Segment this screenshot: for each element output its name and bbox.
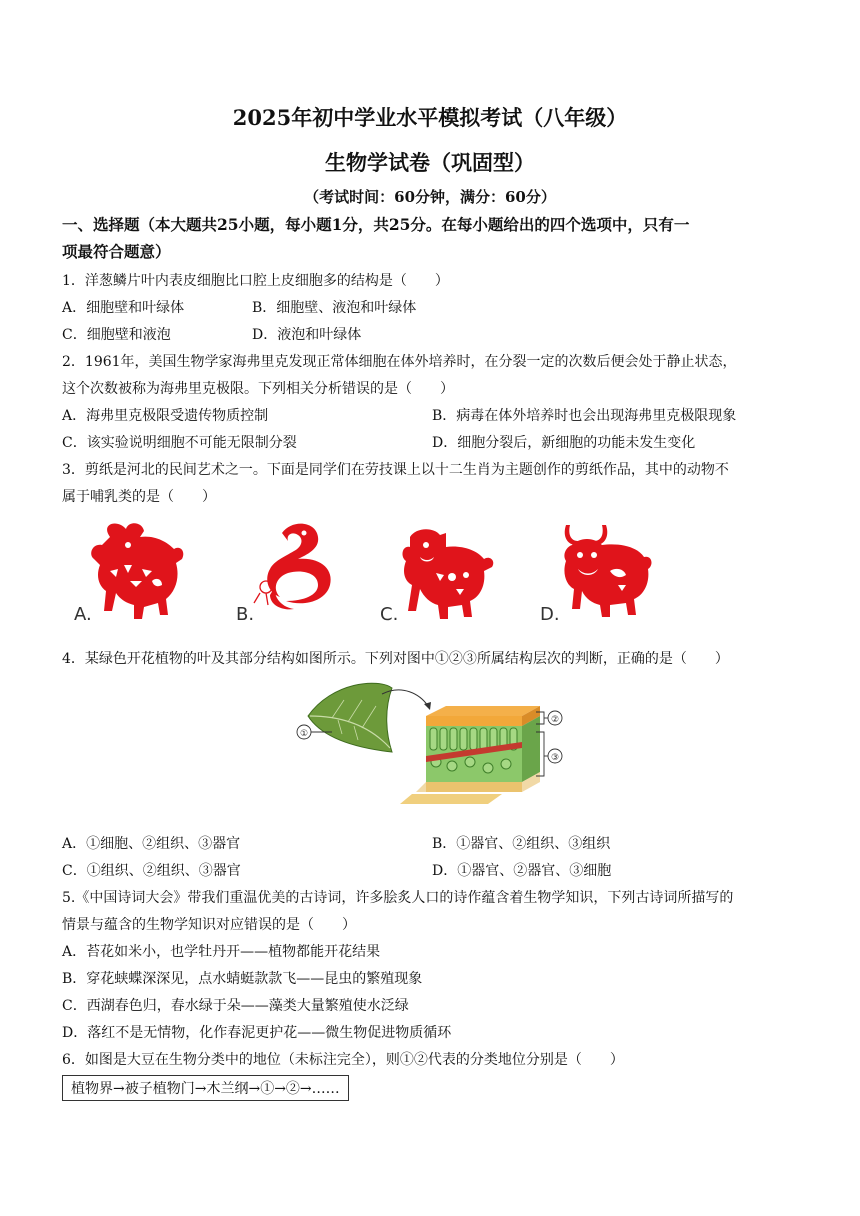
exam-subtitle: 生物学试卷（巩固型） <box>325 150 535 175</box>
q5-option-c: C．西湖春色归，春水绿于朵——藻类大量繁殖使水泛绿 <box>62 998 409 1014</box>
exam-title: 2025年初中学业水平模拟考试（八年级） <box>232 105 628 130</box>
q5-stem-line2: 情景与蕴含的生物学知识对应错误的是（ ） <box>62 917 356 933</box>
papercut-dog <box>376 515 506 627</box>
papercut-image-row <box>70 515 690 627</box>
section-heading-line1: 一、选择题（本大题共25小题，每小题1分，共25分。在每小题给出的四个选项中，只有一 <box>62 215 690 234</box>
q1-option-b: B．细胞壁、液泡和叶绿体 <box>252 300 417 316</box>
section-heading <box>62 211 800 265</box>
q2-option-d: D．细胞分裂后，新细胞的功能未发生变化 <box>432 435 696 451</box>
q4-option-c: C．①组织、②组织、③器官 <box>62 863 241 879</box>
fig-label-2: ② <box>550 715 560 725</box>
q2-stem-line1: 2．1961年，美国生物学家海弗里克发现正常体细胞在体外培养时，在分裂一定的次数后便会处于静止状态， <box>62 354 737 370</box>
q1-option-c: C．细胞壁和液泡 <box>62 327 171 343</box>
leaf-diagram <box>292 676 572 824</box>
leaf-structure-figure <box>292 676 572 824</box>
q5-option-b: B．穿花蛱蝶深深见，点水蜻蜓款款飞——昆虫的繁殖现象 <box>62 971 423 987</box>
q2-stem-line2: 这个次数被称为海弗里克极限。下列相关分析错误的是（ ） <box>62 381 454 397</box>
q4-stem: 4．某绿色开花植物的叶及其部分结构如图所示。下列对图中①②③所属结构层次的判断，正确的是（ ） <box>62 651 729 667</box>
q4-option-b: B．①器官、②组织、③组织 <box>432 836 611 852</box>
q5-option-d: D．落红不是无情物，化作春泥更护花——微生物促进物质循环 <box>62 1025 452 1041</box>
q1-option-a: A．细胞壁和叶绿体 <box>62 300 185 316</box>
q2-option-b: B．病毒在体外培养时也会出现海弗里克极限现象 <box>432 408 737 424</box>
option-label-c: C. <box>380 604 399 625</box>
exam-info: （考试时间：60分钟，满分：60分） <box>304 188 556 206</box>
option-label-b: B. <box>236 604 255 625</box>
q4-option-a: A．①细胞、②组织、③器官 <box>62 836 241 852</box>
q4-option-d: D．①器官、②器官、③细胞 <box>432 863 612 879</box>
q5-stem-line1: 5.《中国诗词大会》带我们重温优美的古诗词，许多脍炙人口的诗作蕴含着生物学知识，下列古诗词所描写的 <box>62 890 734 906</box>
q3-stem-line2: 属于哺乳类的是（ ） <box>62 489 216 505</box>
q1-stem: 1．洋葱鳞片叶内表皮细胞比口腔上皮细胞多的结构是（ ） <box>62 273 449 289</box>
q5-option-a: A．苔花如米小，也学牡丹开——植物都能开花结果 <box>62 944 381 960</box>
papercut-snake <box>232 515 362 627</box>
option-label-a: A. <box>74 604 92 625</box>
papercut-goat <box>70 515 200 627</box>
q3-stem-line1: 3．剪纸是河北的民间艺术之一。下面是同学们在劳技课上以十二生肖为主题创作的剪纸作品，其中的动物不 <box>62 462 729 478</box>
section-heading-line2: 项最符合题意） <box>62 242 171 261</box>
q6-stem: 6．如图是大豆在生物分类中的地位（未标注完全），则①②代表的分类地位分别是（ ） <box>62 1052 624 1068</box>
papercut-ox <box>536 515 666 627</box>
q6-classification-box: 植物界→被子植物门→木兰纲→①→②→…… <box>62 1075 349 1101</box>
fig-label-3: ③ <box>550 753 560 763</box>
q2-option-a: A．海弗里克极限受遗传物质控制 <box>62 408 269 424</box>
option-label-d: D. <box>540 604 560 625</box>
q2-option-c: C．该实验说明细胞不可能无限制分裂 <box>62 435 297 451</box>
fig-label-1: ① <box>299 729 309 739</box>
q1-option-d: D．液泡和叶绿体 <box>252 327 362 343</box>
